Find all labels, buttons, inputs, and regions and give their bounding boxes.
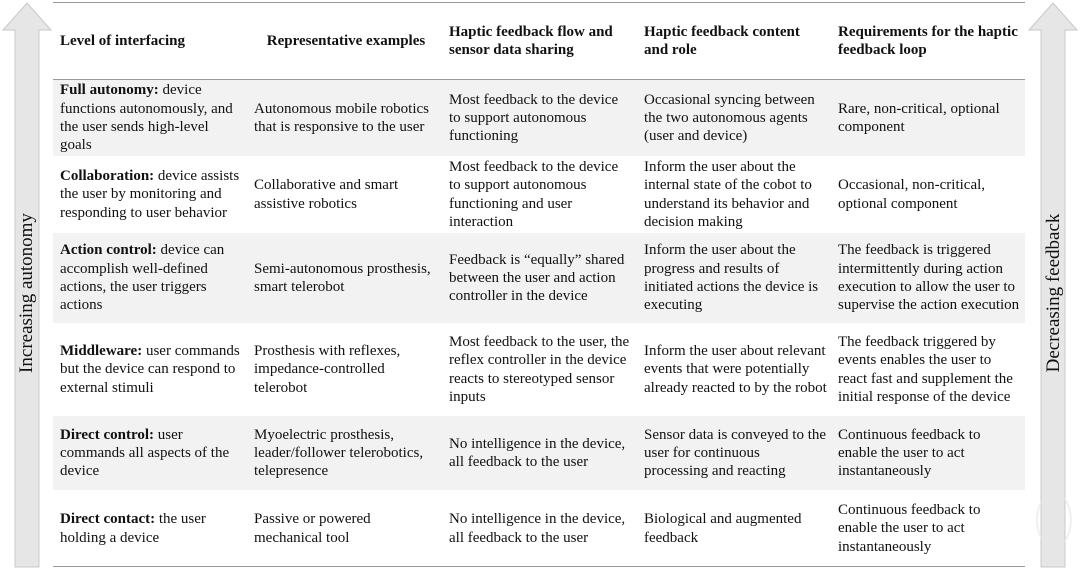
level-name: Middleware: — [60, 343, 143, 360]
level-cell — [53, 157, 247, 233]
requirements-cell: The feedback triggered by events enables the user to react fast and supplement the initial response of the device — [831, 324, 1025, 416]
header-representative-examples: Representative examples — [247, 3, 442, 80]
requirements-cell: Continuous feedback to enable the user to act instantaneously — [831, 491, 1025, 567]
examples-cell: Autonomous mobile robotics that is responsive to the user — [247, 80, 442, 157]
header-feedback-flow: Haptic feedback flow and sensor data sharing — [442, 3, 637, 80]
decreasing-feedback-arrow — [1028, 2, 1078, 568]
flow-cell: No intelligence in the device, all feedback to the user — [442, 491, 637, 567]
requirements-cell: The feedback is triggered intermittently during action execution to allow the user to supervise the action execution — [831, 233, 1025, 324]
table-header-row — [53, 3, 1025, 80]
level-cell — [53, 491, 247, 567]
flow-cell: Most feedback to the device to support autonomous functioning — [442, 80, 637, 157]
content-cell: Inform the user about the progress and results of initiated actions the device is executing — [637, 233, 831, 324]
header-feedback-content: Haptic feedback content and role — [637, 3, 831, 80]
examples-cell: Passive or powered mechanical tool — [247, 491, 442, 567]
level-description: user commands but the device can respond to external stimuli — [60, 343, 240, 396]
requirements-cell: Continuous feedback to enable the user to act instantaneously — [831, 416, 1025, 491]
examples-cell: Myoelectric prosthesis, leader/follower telerobotics, telepresence — [247, 416, 442, 491]
level-description: device functions autonomously, and the user sends high-level goals — [60, 82, 233, 154]
flow-cell: Feedback is “equally” shared between the user and action controller in the device — [442, 233, 637, 324]
table-row — [53, 416, 1025, 491]
level-description: device assists the user by monitoring and responding to user behavior — [60, 168, 240, 221]
table-row — [53, 233, 1025, 324]
level-description: device can accomplish well-defined actions, the user triggers actions — [60, 242, 225, 314]
table-row — [53, 80, 1025, 157]
requirements-cell: Rare, non-critical, optional component — [831, 80, 1025, 157]
content-cell: Biological and augmented feedback — [637, 491, 831, 567]
increasing-autonomy-label: Increasing autonomy — [16, 213, 37, 373]
content-cell: Inform the user about relevant events that were potentially already reacted to by the robot — [637, 324, 831, 416]
table-row — [53, 491, 1025, 567]
level-name: Full autonomy: — [60, 82, 159, 99]
table-row — [53, 324, 1025, 416]
level-name: Action control: — [60, 242, 157, 259]
level-name: Collaboration: — [60, 168, 155, 185]
content-cell: Occasional syncing between the two autonomous agents (user and device) — [637, 80, 831, 157]
level-cell — [53, 80, 247, 157]
flow-cell: Most feedback to the device to support autonomous functioning and user interaction — [442, 157, 637, 233]
level-cell — [53, 233, 247, 324]
level-description: the user holding a device — [60, 511, 206, 546]
haptic-feedback-table-container — [53, 2, 1025, 568]
header-level-of-interfacing: Level of interfacing — [53, 3, 247, 80]
table-row — [53, 157, 1025, 233]
flow-cell: Most feedback to the user, the reflex controller in the device reacts to stereotyped sensor inputs — [442, 324, 637, 416]
content-cell: Inform the user about the internal state of the cobot to understand its behavior and decision making — [637, 157, 831, 233]
header-requirements: Requirements for the haptic feedback loop — [831, 3, 1025, 80]
examples-cell: Semi-autonomous prosthesis, smart telerobot — [247, 233, 442, 324]
level-description: user commands all aspects of the device — [60, 426, 230, 480]
level-cell — [53, 324, 247, 416]
level-name: Direct control: — [60, 426, 154, 443]
examples-cell: Prosthesis with reflexes, impedance-controlled telerobot — [247, 324, 442, 416]
requirements-cell: Occasional, non-critical, optional component — [831, 157, 1025, 233]
content-cell: Sensor data is conveyed to the user for continuous processing and reacting — [637, 416, 831, 491]
haptic-feedback-table — [53, 2, 1025, 567]
examples-cell: Collaborative and smart assistive robotics — [247, 157, 442, 233]
watermark-logo — [1036, 492, 1072, 548]
level-name: Direct contact: — [60, 511, 156, 528]
flow-cell: No intelligence in the device, all feedback to the user — [442, 416, 637, 491]
increasing-autonomy-arrow — [2, 2, 52, 568]
decreasing-feedback-label: Decreasing feedback — [1043, 213, 1064, 373]
level-cell — [53, 416, 247, 491]
